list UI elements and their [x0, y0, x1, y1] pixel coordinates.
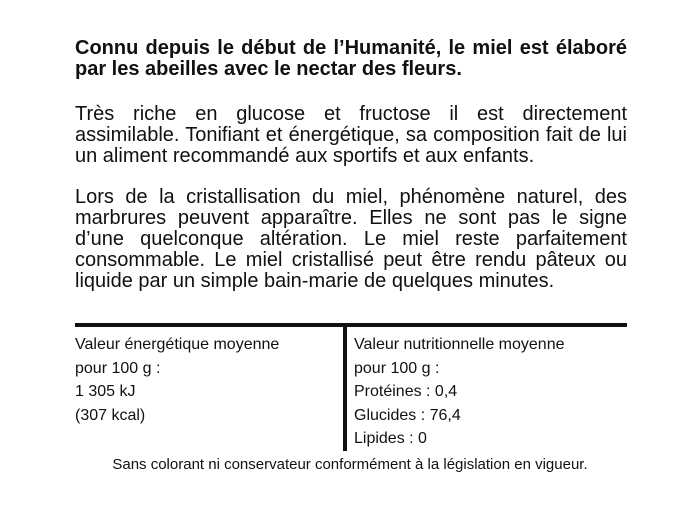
nutrition-lipids: Lipides : 0: [354, 430, 427, 447]
energy-kj: 1 305 kJ: [75, 383, 136, 400]
energy-per: pour 100 g :: [75, 359, 161, 377]
vertical-divider: [343, 327, 347, 451]
nutrition-carbs: Glucides : 76,4: [354, 406, 461, 424]
footer-note: Sans colorant ni conservateur conformément à la législation en vigueur.: [112, 456, 588, 473]
intro-paragraph: Connu depuis le début de l’Humanité, le miel est élaboré par les abeilles avec le nectar des fleurs.: [75, 37, 627, 80]
nutrition-per: pour 100 g :: [354, 359, 440, 377]
energy-column: [75, 333, 337, 427]
nutrition-title: Valeur nutritionnelle moyenne: [354, 336, 565, 353]
energy-kcal: (307 kcal): [75, 406, 146, 424]
composition-paragraph: Très riche en glucose et fructose il est directement assimilable. Tonifiant et énergétique, sa composition fait de lui un aliment recommandé aux sportifs et aux enfants.: [75, 103, 627, 167]
nutrition-column: [354, 333, 626, 451]
nutrition-proteins: Protéines : 0,4: [354, 383, 458, 400]
crystallization-paragraph: Lors de la cristallisation du miel, phénomène naturel, des marbrures peuvent apparaître. Elles ne sont pas le signe d’une quelconque altération. Le miel reste parfaitement consommable. Le miel cristallisé peut être rendu pâteux ou liquide par un simple bain-marie de quelques minutes.: [75, 186, 627, 292]
horizontal-divider: [75, 323, 627, 327]
energy-title: Valeur énergétique moyenne: [75, 336, 280, 353]
